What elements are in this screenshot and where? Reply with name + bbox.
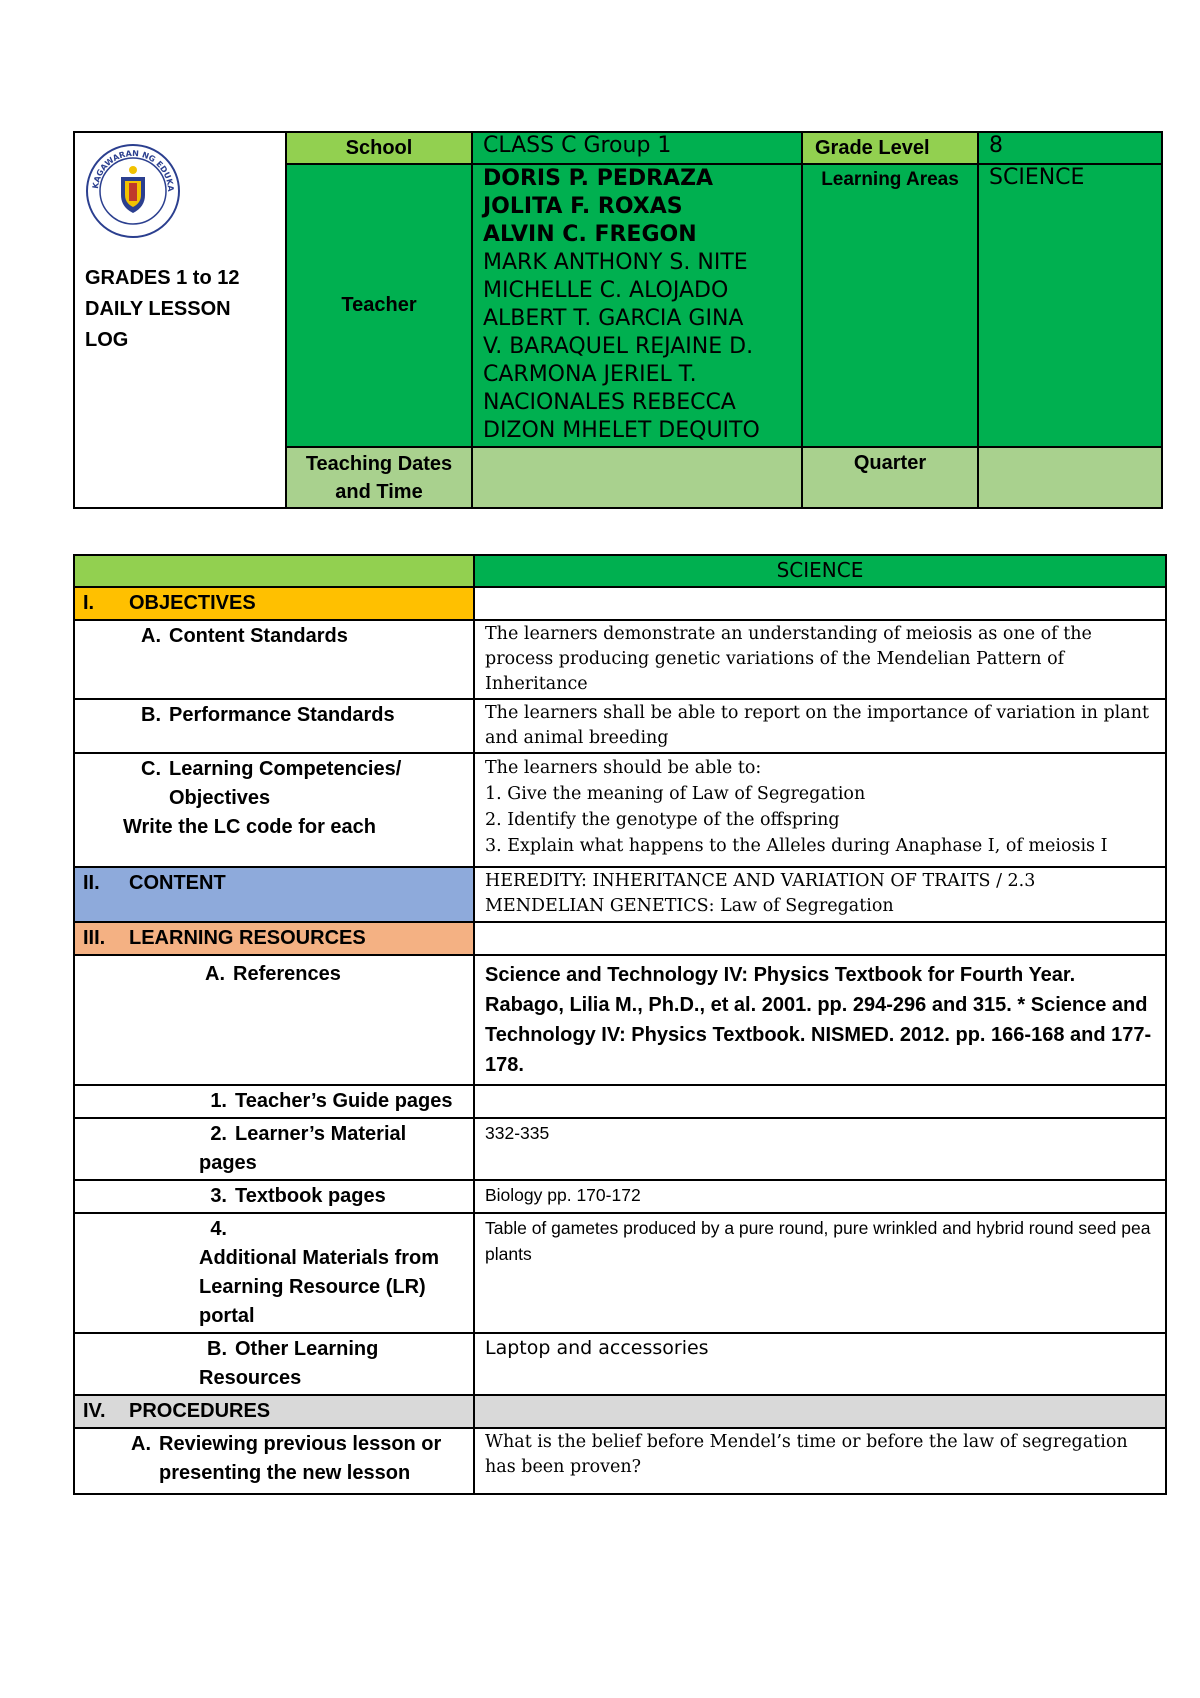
item-letter: A. bbox=[205, 963, 225, 985]
deped-seal bbox=[85, 143, 275, 243]
quarter-value bbox=[978, 447, 1162, 508]
competencies-line2: Objectives bbox=[169, 787, 271, 809]
section-title: OBJECTIVES bbox=[129, 592, 256, 614]
school-value: CLASS C Group 1 bbox=[472, 132, 802, 164]
additional-materials-value: Table of gametes produced by a pure round, pure wrinkled and hybrid round seed pea plants bbox=[474, 1213, 1166, 1333]
item-label: Performance Standards bbox=[169, 704, 395, 726]
section-title: LEARNING RESOURCES bbox=[129, 927, 366, 949]
competencies-value bbox=[474, 753, 1166, 867]
content-value bbox=[474, 867, 1166, 922]
content-section bbox=[74, 867, 474, 922]
teacher-name: CARMONA JERIEL T. bbox=[483, 362, 697, 387]
seal-text: KAGAWARAN NG EDUKA bbox=[90, 148, 176, 192]
teaching-dates-label bbox=[286, 447, 472, 508]
teacher-list bbox=[472, 164, 802, 447]
additional-line3: portal bbox=[199, 1305, 255, 1327]
teaching-dates-line2: and Time bbox=[335, 481, 423, 503]
content-line2: MENDELIAN GENETICS: Law of Segregation bbox=[485, 896, 894, 916]
teacher-name: DORIS P. PEDRAZA bbox=[483, 166, 714, 191]
objectives-section bbox=[74, 587, 474, 620]
competency-item: 1. Give the meaning of Law of Segregation bbox=[485, 784, 866, 804]
section-title: CONTENT bbox=[129, 872, 226, 894]
teacher-name: NACIONALES REBECCA bbox=[483, 390, 736, 415]
teacher-name: MARK ANTHONY S. NITE bbox=[483, 250, 748, 275]
learners-material-label bbox=[74, 1118, 474, 1180]
references-value: Science and Technology IV: Physics Textbook for Fourth Year. Rabago, Lilia M., Ph.D., et al. 2001. pp. 294-296 and 315. * Science and Technology IV: Physics Textbook. NISMED. 2012. pp. 166-168 and 177-178. bbox=[474, 955, 1166, 1085]
procedures-section bbox=[74, 1395, 474, 1428]
content-standards-label bbox=[74, 620, 474, 699]
title-line-2: DAILY LESSON LOG bbox=[85, 298, 231, 351]
item-number: 1. bbox=[210, 1090, 227, 1112]
teacher-name: ALVIN C. FREGON bbox=[483, 222, 697, 247]
competencies-line3: Write the LC code for each bbox=[123, 816, 377, 838]
section-number: II. bbox=[83, 872, 100, 894]
other-resources-value: Laptop and accessories bbox=[474, 1333, 1166, 1395]
procedures-blank-cell bbox=[474, 1395, 1166, 1428]
school-label: School bbox=[286, 132, 472, 164]
section-number: IV. bbox=[83, 1400, 106, 1422]
teaching-dates-line1: Teaching Dates bbox=[305, 453, 453, 475]
lesson-table bbox=[73, 554, 1167, 1495]
item-label: Textbook pages bbox=[235, 1185, 386, 1207]
teachers-guide-value bbox=[474, 1085, 1166, 1118]
additional-line2: Learning Resource (LR) bbox=[199, 1276, 426, 1298]
teacher-name: MICHELLE C. ALOJADO bbox=[483, 278, 729, 303]
learning-areas-value: SCIENCE bbox=[978, 164, 1162, 447]
competency-item: 2. Identify the genotype of the offspring bbox=[485, 810, 840, 830]
item-label: Teacher’s Guide pages bbox=[235, 1090, 453, 1112]
deped-seal-icon bbox=[85, 143, 181, 239]
item-letter: A. bbox=[131, 1433, 151, 1455]
header-table bbox=[73, 131, 1163, 509]
item-letter: B. bbox=[141, 704, 161, 726]
references-label bbox=[74, 955, 474, 1085]
performance-standards-value: The learners shall be able to report on the importance of variation in plant and animal breeding bbox=[474, 699, 1166, 753]
competencies-intro: The learners should be able to: bbox=[485, 758, 762, 778]
teaching-dates-value bbox=[472, 447, 802, 508]
heading-blank-cell bbox=[74, 555, 474, 587]
reviewing-line2: presenting the new lesson bbox=[159, 1462, 411, 1484]
item-label: References bbox=[233, 963, 341, 985]
learning-areas-label: Learning Areas bbox=[802, 164, 978, 447]
item-label: Other Learning Resources bbox=[199, 1338, 379, 1389]
textbook-pages-value: Biology pp. 170-172 bbox=[474, 1180, 1166, 1213]
quarter-label: Quarter bbox=[802, 447, 978, 508]
lesson-log-title bbox=[85, 263, 275, 356]
item-letter: C. bbox=[141, 758, 161, 780]
teacher-name: DIZON MHELET DEQUITO bbox=[483, 418, 760, 443]
other-resources-label bbox=[74, 1333, 474, 1395]
section-title: PROCEDURES bbox=[129, 1400, 271, 1422]
reviewing-label bbox=[74, 1428, 474, 1494]
section-number: III. bbox=[83, 927, 106, 949]
teacher-name: V. BARAQUEL REJAINE D. bbox=[483, 334, 754, 359]
section-number: I. bbox=[83, 592, 95, 614]
item-letter: B. bbox=[207, 1338, 227, 1360]
teacher-name: ALBERT T. GARCIA GINA bbox=[483, 306, 744, 331]
additional-line1: Additional Materials from bbox=[199, 1247, 440, 1269]
textbook-pages-label bbox=[74, 1180, 474, 1213]
grade-level-value: 8 bbox=[978, 132, 1162, 164]
item-label: Learner’s Material pages bbox=[199, 1123, 407, 1174]
item-number: 2. bbox=[210, 1123, 227, 1145]
competency-item: 3. Explain what happens to the Alleles during Anaphase I, of meiosis I bbox=[485, 836, 1108, 856]
learners-material-value: 332-335 bbox=[474, 1118, 1166, 1180]
competencies-line1: Learning Competencies/ bbox=[169, 758, 402, 780]
item-number: 3. bbox=[210, 1185, 227, 1207]
content-line1: HEREDITY: INHERITANCE AND VARIATION OF TRAITS / 2.3 bbox=[485, 871, 1036, 891]
competencies-label bbox=[74, 753, 474, 867]
content-standards-value: The learners demonstrate an understanding of meiosis as one of the process producing genetic variations of the Mendelian Pattern of Inheritance bbox=[474, 620, 1166, 699]
grade-level-label: Grade Level bbox=[802, 132, 978, 164]
reviewing-value: What is the belief before Mendel’s time or before the law of segregation has been proven? bbox=[474, 1428, 1166, 1494]
objectives-blank-cell bbox=[474, 587, 1166, 620]
logo-title-cell bbox=[74, 132, 286, 508]
resources-section bbox=[74, 922, 474, 955]
title-line-1: GRADES 1 to 12 bbox=[85, 267, 240, 289]
item-number: 4. bbox=[210, 1218, 227, 1240]
teacher-name: JOLITA F. ROXAS bbox=[483, 194, 683, 219]
resources-blank-cell bbox=[474, 922, 1166, 955]
teachers-guide-label bbox=[74, 1085, 474, 1118]
reviewing-line1: Reviewing previous lesson or bbox=[159, 1433, 442, 1455]
performance-standards-label bbox=[74, 699, 474, 753]
teacher-label: Teacher bbox=[286, 164, 472, 447]
item-letter: A. bbox=[141, 625, 161, 647]
additional-materials-label bbox=[74, 1213, 474, 1333]
subject-heading: SCIENCE bbox=[474, 555, 1166, 587]
item-label: Content Standards bbox=[169, 625, 348, 647]
